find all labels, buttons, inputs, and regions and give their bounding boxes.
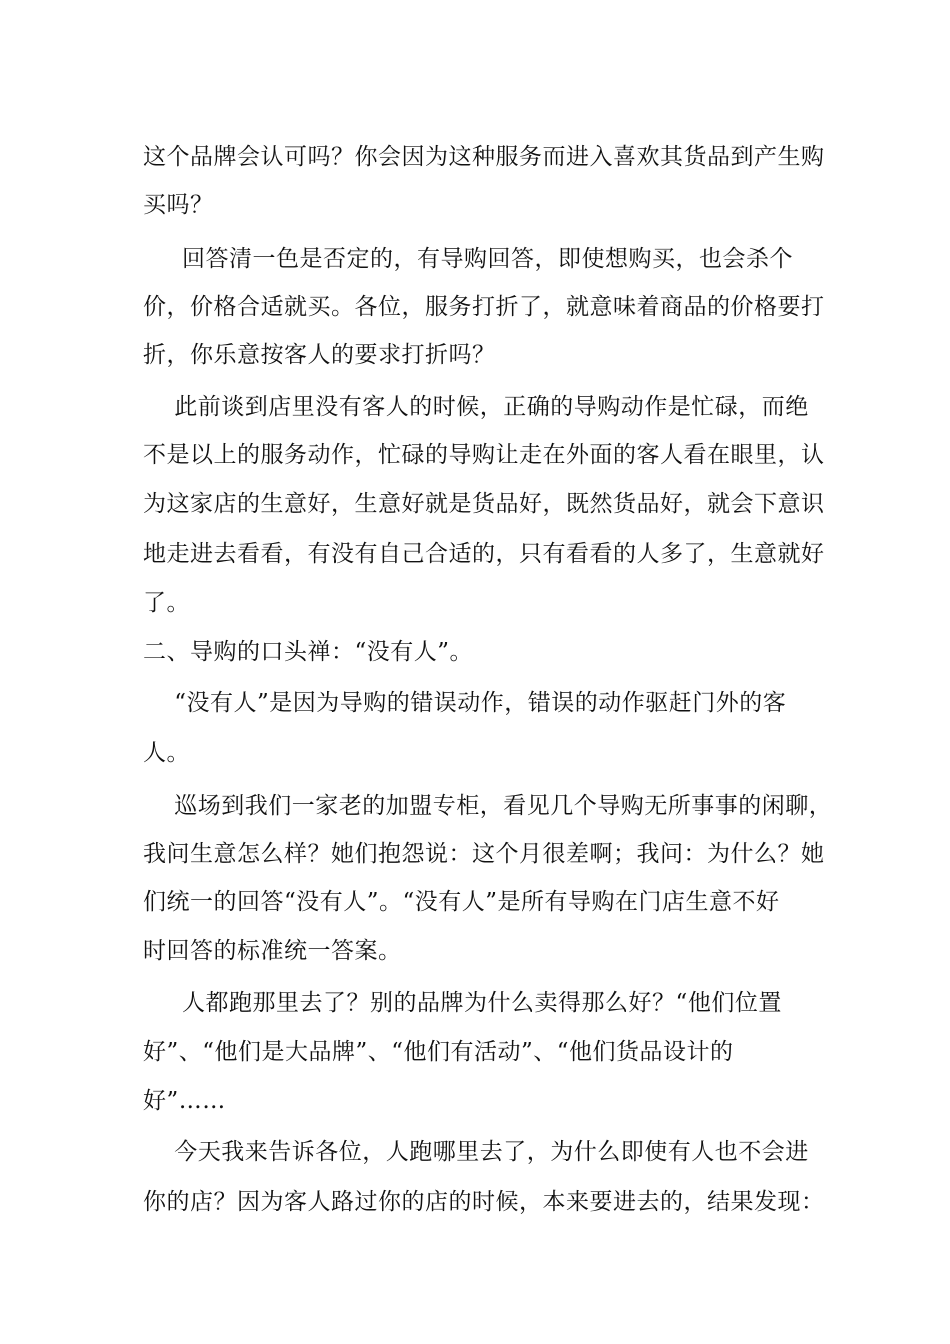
text-line: 折，你乐意按客人的要求打折吗？	[143, 342, 496, 368]
text-line: “没有人”是因为导购的错误动作，错误的动作驱赶门外的客	[143, 690, 787, 716]
text-line: 巡场到我们一家老的加盟专柜，看见几个导购无所事事的闲聊，	[143, 793, 833, 819]
text-line: 人都跑那里去了？别的品牌为什么卖得那么好？“他们位置	[143, 990, 782, 1016]
text-line: 你的店？因为客人路过你的店的时候，本来要进去的，结果发现：	[143, 1189, 825, 1215]
section-heading: 二、导购的口头禅：“没有人”。	[143, 639, 474, 665]
text-line: 了。	[143, 590, 190, 616]
text-line: 时回答的标准统一答案。	[143, 938, 402, 964]
text-line: 买吗？	[143, 192, 214, 218]
text-line: 这个品牌会认可吗？你会因为这种服务而进入喜欢其货品到产生购	[143, 144, 825, 170]
text-line: 好”、“他们是大品牌”、“他们有活动”、“他们货品设计的	[143, 1039, 734, 1065]
text-line: 我问生意怎么样？她们抱怨说：这个月很差啊；我问：为什么？她	[143, 841, 825, 867]
text-line: 此前谈到店里没有客人的时候，正确的导购动作是忙碌，而绝	[143, 394, 809, 420]
text-line: 们统一的回答“没有人”。“没有人”是所有导购在门店生意不好	[143, 889, 780, 915]
text-line: 回答清一色是否定的，有导购回答，即使想购买，也会杀个	[143, 246, 794, 272]
text-line: 人。	[143, 740, 190, 766]
text-line: 不是以上的服务动作，忙碌的导购让走在外面的客人看在眼里，认	[143, 442, 825, 468]
text-line: 为这家店的生意好，生意好就是货品好，既然货品好，就会下意识	[143, 491, 825, 517]
text-line: 今天我来告诉各位，人跑哪里去了，为什么即使有人也不会进	[143, 1139, 809, 1165]
text-line: 价，价格合适就买。各位，服务打折了，就意味着商品的价格要打	[143, 294, 825, 320]
text-line: 地走进去看看，有没有自己合适的，只有看看的人多了，生意就好	[143, 541, 825, 567]
text-line: 好”……	[143, 1088, 226, 1114]
